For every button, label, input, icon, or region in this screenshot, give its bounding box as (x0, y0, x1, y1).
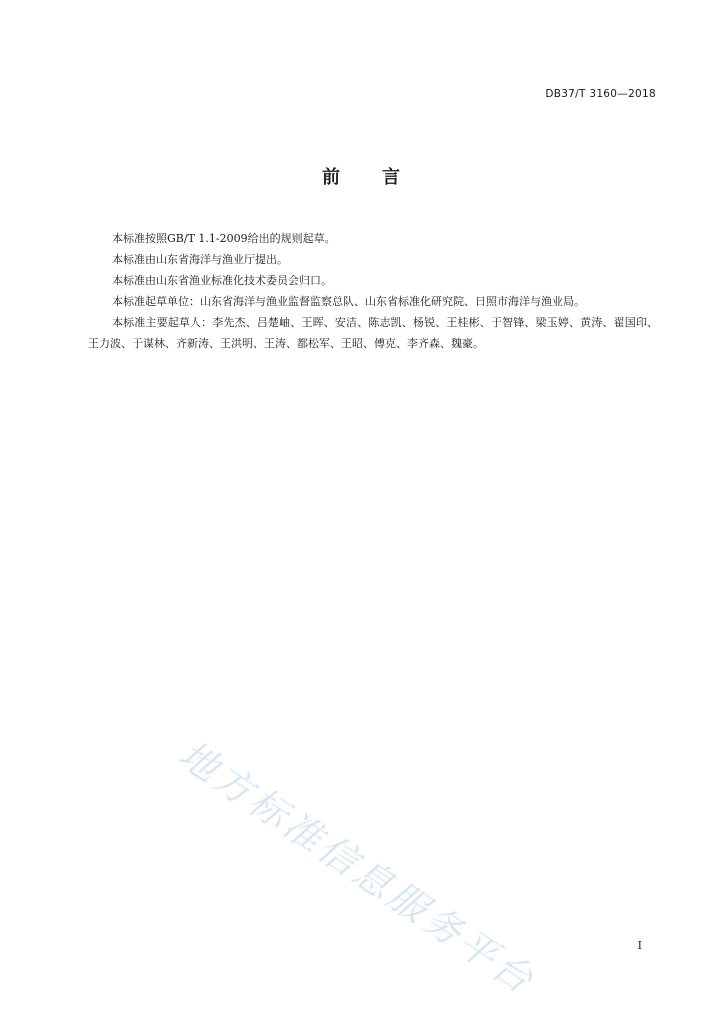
paragraph-drafters: 本标准主要起草人：李先杰、吕楚岫、王晖、安洁、陈志凯、杨锐、王桂彬、于智锋、梁玉婷、黄涛、翟国印、王力波、于谋林、齐新涛、王洪明、王涛、都松军、王昭、傅克、李齐森、魏豪。 (88, 316, 658, 350)
paragraph-centralized-unit: 本标准由山东省渔业标准化技术委员会归口。 (112, 274, 332, 287)
title-char-first: 前 (322, 167, 342, 188)
page-number: I (637, 939, 642, 952)
paragraph-drafting-rules: 本标准按照GB/T 1.1-2009给出的规则起草。 (112, 232, 336, 245)
paragraph-proposer: 本标准由山东省海洋与渔业厅提出。 (112, 253, 288, 266)
title-char-second: 言 (382, 167, 402, 188)
document-code: DB37/T 3160—2018 (545, 88, 656, 100)
foreword-body (88, 228, 658, 354)
page-title (0, 163, 724, 189)
paragraph-drafting-units: 本标准起草单位：山东省海洋与渔业监督监察总队、山东省标准化研究院、日照市海洋与渔业局。 (112, 295, 585, 308)
watermark: 地方标准信息服务平台 (170, 732, 544, 1004)
